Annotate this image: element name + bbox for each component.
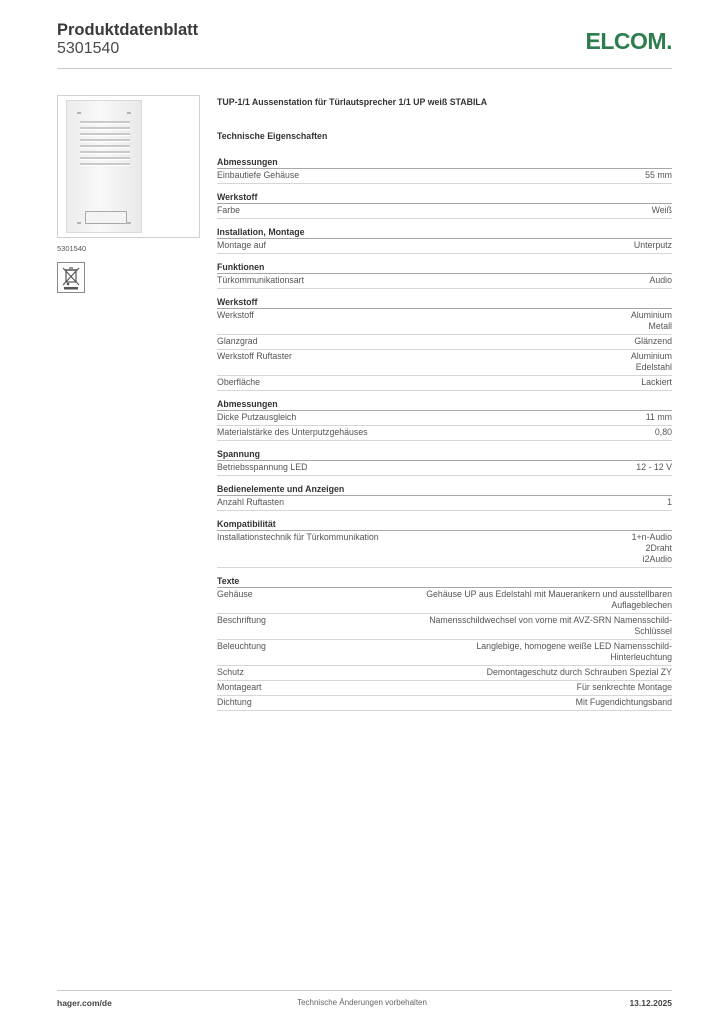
spec-group-title: Abmessungen	[217, 157, 672, 169]
spec-group-title: Werkstoff	[217, 192, 672, 204]
spec-value	[645, 170, 672, 181]
header-divider	[57, 68, 672, 69]
spec-value-line: 0,80	[654, 427, 672, 437]
spec-label: Beleuchtung	[217, 641, 266, 651]
product-heading: TUP-1/1 Aussenstation für Türlautsprecher 1/1 UP weiß STABILA	[217, 97, 488, 107]
screw-icon	[77, 112, 81, 114]
spec-group	[217, 519, 672, 568]
spec-row	[217, 309, 672, 335]
spec-value	[577, 682, 672, 693]
document-number: 5301540	[57, 40, 120, 57]
spec-value-line: Demontageschutz durch Schrauben Spezial ZY	[486, 667, 672, 677]
spec-label: Montageart	[217, 682, 262, 692]
spec-value-line: Mit Fugendichtungsband	[575, 697, 672, 707]
spec-group-title: Bedienelemente und Anzeigen	[217, 484, 672, 496]
spec-row	[217, 681, 672, 696]
screw-icon	[77, 222, 81, 224]
elcom-logo: ELCOM.	[585, 28, 672, 54]
footer-date: 13.12.2025	[629, 998, 672, 1008]
grille-slot	[80, 145, 130, 148]
spec-value	[631, 351, 672, 373]
spec-value	[576, 697, 672, 708]
spec-value-line: Weiß	[651, 205, 672, 215]
spec-group	[217, 484, 672, 511]
spec-value	[641, 377, 672, 388]
spec-value	[487, 667, 672, 678]
spec-group	[217, 297, 672, 391]
spec-group-title: Spannung	[217, 449, 672, 461]
spec-group-title: Kompatibilität	[217, 519, 672, 531]
spec-row	[217, 588, 672, 614]
spec-label: Materialstärke des Unterputzgehäuses	[217, 427, 368, 437]
spec-label: Werkstoff Ruftaster	[217, 351, 292, 361]
call-button-plate	[85, 211, 127, 224]
spec-value	[636, 462, 672, 473]
spec-label: Einbautiefe Gehäuse	[217, 170, 300, 180]
screw-icon	[127, 112, 131, 114]
spec-group	[217, 399, 672, 441]
spec-value-line: 11 mm	[645, 412, 672, 422]
spec-row	[217, 461, 672, 476]
spec-row	[217, 169, 672, 184]
spec-value-line: Für senkrechte Montage	[576, 682, 672, 692]
spec-value	[429, 615, 672, 637]
spec-value	[646, 412, 672, 423]
spec-value-line: 1+n-Audio	[631, 532, 672, 542]
spec-value-line: Metall	[648, 321, 672, 331]
spec-value	[650, 275, 673, 286]
spec-row	[217, 335, 672, 350]
spec-label: Anzahl Ruftasten	[217, 497, 284, 507]
spec-value-line: Gehäuse UP aus Edelstahl mit Mauerankern und ausstellbaren	[426, 589, 672, 599]
grille-slot	[80, 139, 130, 142]
footer-divider	[57, 990, 672, 991]
spec-value-line: Aluminium	[630, 310, 672, 320]
product-image	[57, 95, 200, 238]
spec-row	[217, 666, 672, 681]
spec-value-line: 55 mm	[645, 170, 672, 180]
spec-group	[217, 192, 672, 219]
spec-label: Installationstechnik für Türkommunikation	[217, 532, 379, 542]
spec-group	[217, 576, 672, 711]
spec-label: Betriebsspannung LED	[217, 462, 308, 472]
spec-group-title: Abmessungen	[217, 399, 672, 411]
spec-row	[217, 696, 672, 711]
spec-group-title: Funktionen	[217, 262, 672, 274]
spec-label: Dichtung	[217, 697, 252, 707]
spec-label: Gehäuse	[217, 589, 253, 599]
spec-value-line: 1	[667, 497, 672, 507]
spec-group-title: Werkstoff	[217, 297, 672, 309]
spec-label: Werkstoff	[217, 310, 254, 320]
spec-value	[476, 641, 672, 663]
spec-value	[655, 427, 672, 438]
spec-value-line: Schlüssel	[634, 626, 672, 636]
document-title: Produktdatenblatt	[57, 21, 199, 39]
spec-label: Oberfläche	[217, 377, 261, 387]
footer-website: hager.com/de	[57, 998, 112, 1008]
spec-row	[217, 426, 672, 441]
grille-slot	[80, 133, 130, 136]
screw-icon	[127, 222, 131, 224]
spec-value-line: Hinterleuchtung	[610, 652, 672, 662]
spec-value-line: 2Draht	[645, 543, 672, 553]
grille-slot	[80, 163, 130, 166]
spec-row	[217, 239, 672, 254]
spec-row	[217, 411, 672, 426]
spec-value-line: Audio	[649, 275, 672, 285]
spec-value-line: i2Audio	[642, 554, 672, 564]
specification-table	[217, 157, 672, 719]
spec-value-line: Lackiert	[641, 377, 672, 387]
image-caption: 5301540	[57, 244, 87, 253]
spec-row	[217, 531, 672, 568]
spec-row	[217, 204, 672, 219]
spec-value	[631, 310, 672, 332]
spec-row	[217, 640, 672, 666]
spec-row	[217, 496, 672, 511]
spec-group-title: Texte	[217, 576, 672, 588]
spec-value	[634, 336, 672, 347]
footer-disclaimer: Technische Änderungen vorbehalten	[297, 998, 427, 1007]
spec-group	[217, 157, 672, 184]
spec-group-title: Installation, Montage	[217, 227, 672, 239]
spec-value-line: 12 - 12 V	[636, 462, 672, 472]
door-station-panel	[66, 100, 142, 233]
spec-value-line: Namensschildwechsel von vorne mit AVZ-SRN Namensschild-	[429, 615, 672, 625]
spec-label: Beschriftung	[217, 615, 266, 625]
spec-value-line: Unterputz	[633, 240, 672, 250]
spec-row	[217, 274, 672, 289]
spec-label: Glanzgrad	[217, 336, 258, 346]
spec-value	[667, 497, 672, 508]
grille-slot	[80, 151, 130, 154]
spec-value	[426, 589, 672, 611]
crossed-out-wheelie-bin-icon	[57, 262, 85, 293]
grille-slot	[80, 121, 130, 124]
spec-group	[217, 262, 672, 289]
grille-slot	[80, 127, 130, 130]
spec-row	[217, 614, 672, 640]
spec-value-line: Auflageblechen	[611, 600, 672, 610]
spec-value-line: Glänzend	[634, 336, 672, 346]
grille-slot	[80, 157, 130, 160]
spec-row	[217, 376, 672, 391]
spec-label: Montage auf	[217, 240, 266, 250]
spec-label: Dicke Putzausgleich	[217, 412, 297, 422]
spec-label: Schutz	[217, 667, 244, 677]
spec-value-line: Aluminium	[630, 351, 672, 361]
spec-label: Farbe	[217, 205, 240, 215]
spec-label: Türkommunikationsart	[217, 275, 305, 285]
section-heading: Technische Eigenschaften	[217, 131, 328, 141]
spec-value	[632, 532, 672, 565]
spec-value-line: Langlebige, homogene weiße LED Namensschild-	[476, 641, 672, 651]
spec-group	[217, 449, 672, 476]
spec-row	[217, 350, 672, 376]
spec-group	[217, 227, 672, 254]
spec-value	[652, 205, 672, 216]
spec-value	[634, 240, 672, 251]
spec-value-line: Edelstahl	[635, 362, 672, 372]
